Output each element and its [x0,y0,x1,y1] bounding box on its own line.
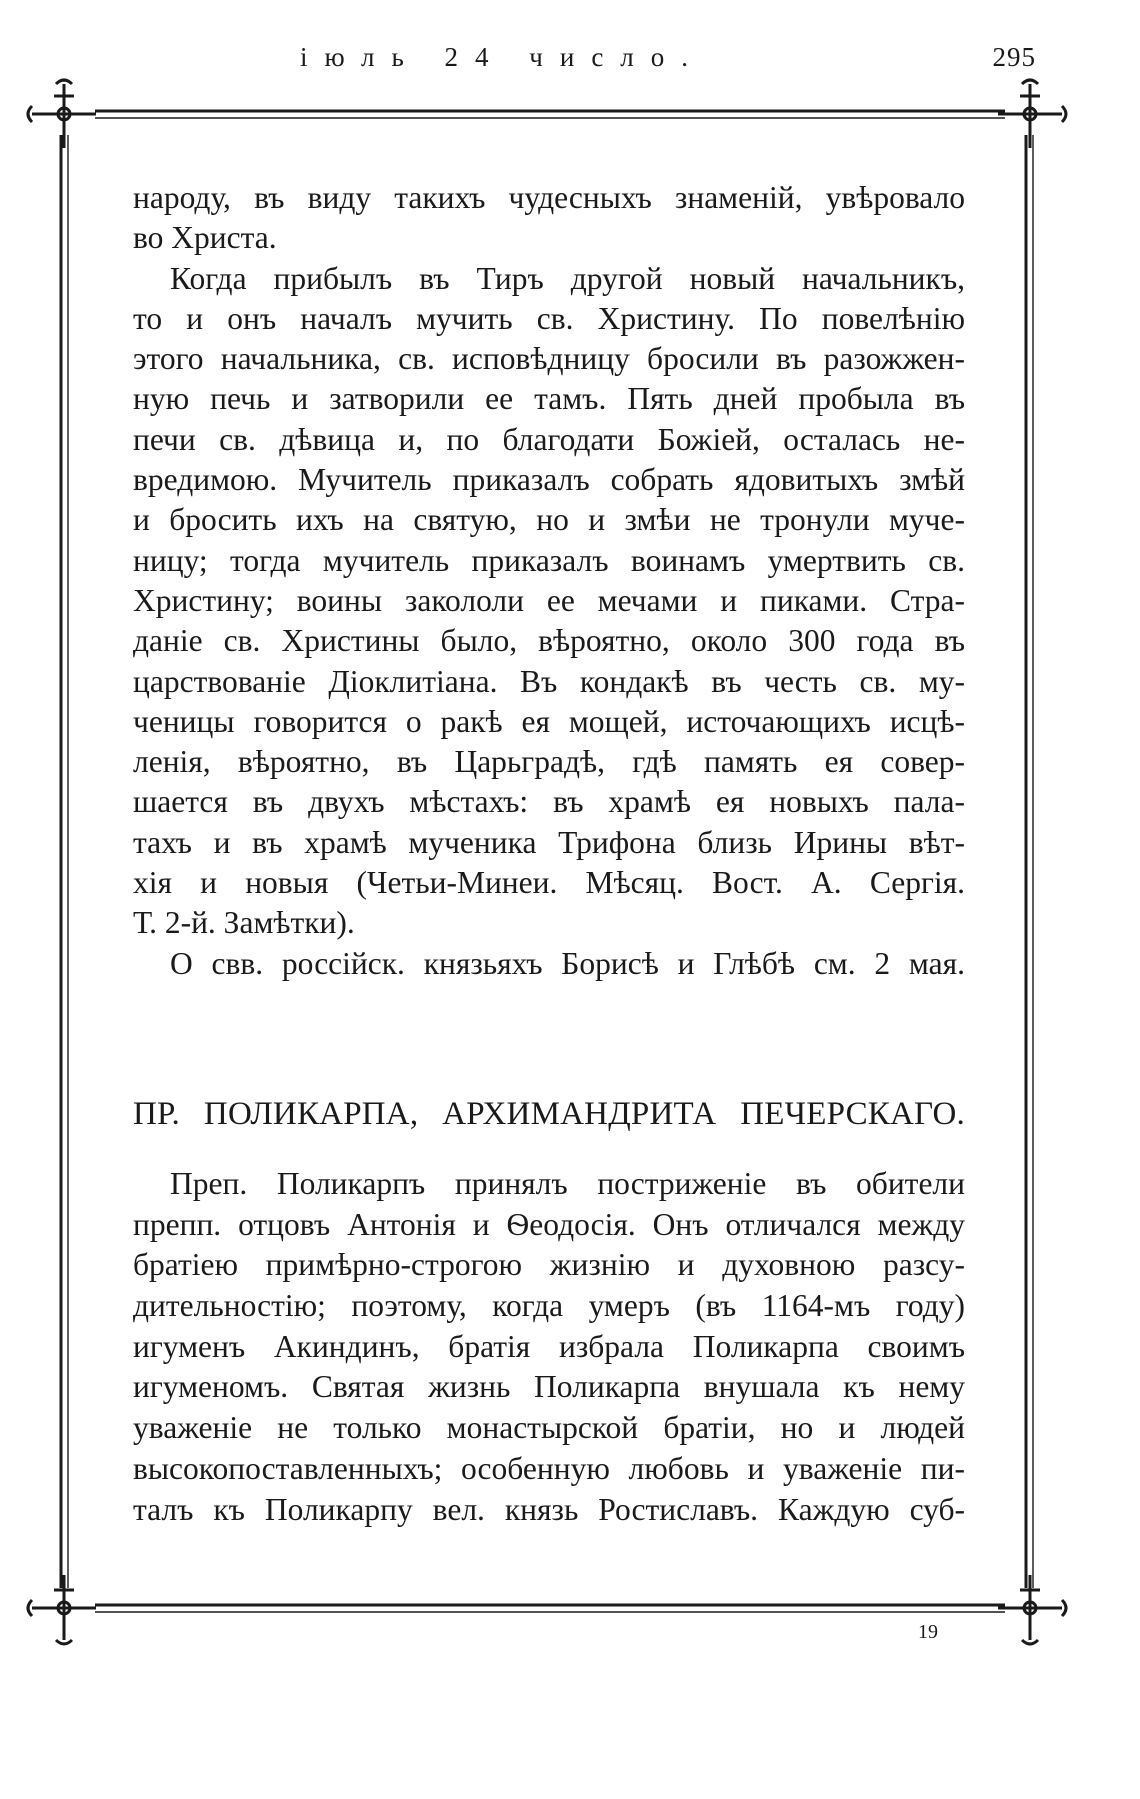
text-line: даніе св. Христины было, вѣроятно, около 300 года въ [133,623,965,659]
text-line: дительностію; поэтому, когда умеръ (въ 1164-мъ году) [133,1288,965,1324]
text-line: ницу; тогда мучитель приказалъ воинамъ умертвить св. [133,542,965,578]
text-line: братіею примѣрно-строгою жизнію и духовною разсу- [133,1247,965,1283]
text-line: этого начальника, св. исповѣдницу бросили въ разожжен- [133,341,965,377]
text-line: препп. отцовъ Антонія и Ѳеодосія. Онъ отличался между [133,1206,965,1242]
text-line: ную печь и затворили ее тамъ. Пять дней пробыла въ [133,381,965,417]
text-line: Преп. Поликарпъ принялъ постриженіе въ обители [170,1166,965,1201]
section-heading: ПР. ПОЛИКАРПА, АРХИМАНДРИТА ПЕЧЕРСКАГО. [133,1096,965,1132]
text-line: уваженіе не только монастырской братіи, но и людей [133,1410,965,1446]
text-line: талъ къ Поликарпу вел. князь Ростиславъ. Каждую суб- [133,1491,965,1527]
text-line: ченицы говорится о ракѣ ея мощей, источающихъ исцѣ- [133,703,965,739]
text-line: игуменъ Акиндинъ, братія избрала Поликарпа своимъ [133,1328,965,1364]
corner-cross-top-right [998,80,1066,148]
text-line: царствованіе Діоклитіана. Въ кондакѣ въ честь св. му- [133,663,965,699]
text-line: шается въ двухъ мѣстахъ: въ храмѣ ея новыхъ пала- [133,784,965,820]
text-line: ленія, вѣроятно, въ Царьградѣ, гдѣ память ея совер- [133,744,965,780]
text-line: Т. 2-й. Замѣтки). [133,905,355,941]
text-line: то и онъ началъ мучить св. Христину. По повелѣнію [133,300,965,336]
text-line: высокопоставленныхъ; особенную любовь и уваженіе пи- [133,1450,965,1486]
text-line: вредимою. Мучитель приказалъ собрать ядовитыхъ змѣй [133,462,965,498]
main-text-part-2 [133,1164,965,1530]
text-line: народу, въ виду такихъ чудесныхъ знаменій, увѣровало [133,180,965,215]
main-text-part-1 [133,178,965,984]
text-line: О свв. россійск. князьяхъ Борисѣ и Глѣбѣ см. 2 мая. [170,945,965,981]
text-line: Христину; воины закололи ее мечами и пиками. Стра- [133,582,965,618]
text-line: и бросить ихъ на святую, но и змѣи не тронули муче- [133,502,965,538]
corner-cross-bottom-right [998,1575,1066,1644]
text-line: печи св. дѣвица и, по благодати Божіей, осталась не- [133,421,965,457]
text-line: тахъ и въ храмѣ мученика Трифона близь Ирины вѣт- [133,824,965,860]
signature-mark: 19 [918,1621,938,1643]
text-line: игуменомъ. Святая жизнь Поликарпа внушала къ нему [133,1369,965,1405]
text-line: хія и новыя (Четьи-Минеи. Мѣсяц. Вост. А. Сергія. [133,865,965,901]
text-line: Когда прибылъ въ Тиръ другой новый начальникъ, [170,260,965,296]
page-number: 295 [992,42,1036,72]
text-line: во Христа. [133,220,277,256]
running-head-title: іюль 24 число. [300,42,706,72]
